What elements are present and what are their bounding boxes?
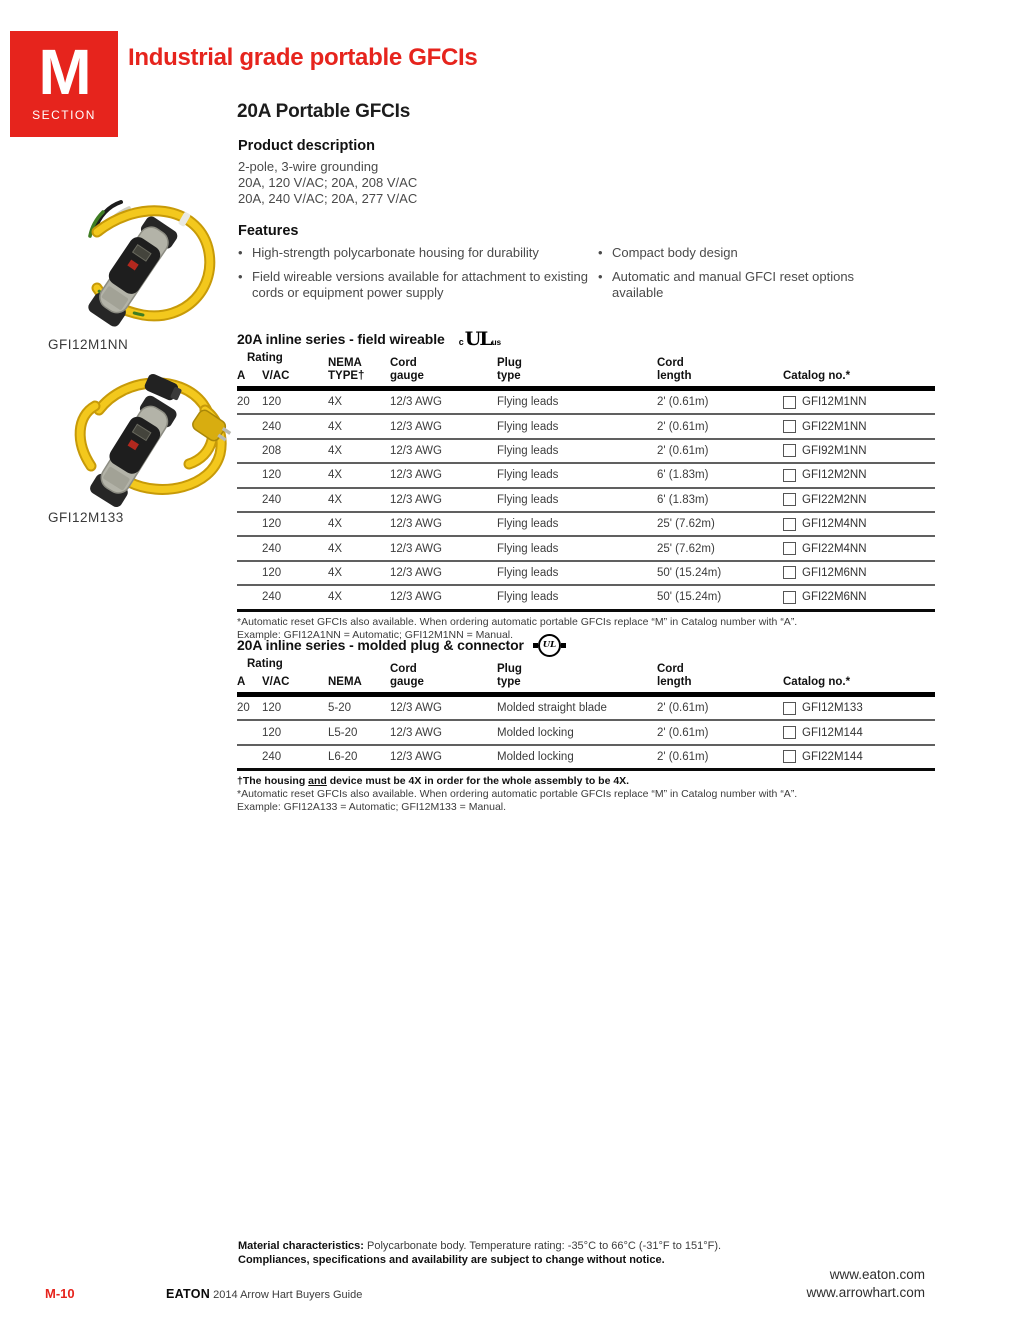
cell-plug-type: Flying leads bbox=[497, 566, 559, 579]
table-title: 20A inline series - field wireable bbox=[237, 331, 445, 347]
col-header-vac: V/AC bbox=[262, 369, 290, 382]
culus-c: c bbox=[458, 336, 464, 347]
cell-vac: 120 bbox=[262, 702, 282, 715]
feature-text: Compact body design bbox=[612, 245, 738, 260]
cell-nema: 4X bbox=[328, 420, 343, 433]
table-row bbox=[237, 513, 935, 537]
description-line: 20A, 120 V/AC; 20A, 208 V/AC bbox=[238, 175, 418, 190]
compliance-note: Compliances, specifications and availability are subject to change without notice. bbox=[238, 1254, 665, 1266]
catalog-number: GFI12M4NN bbox=[802, 518, 867, 531]
cell-catalog bbox=[783, 591, 935, 604]
section-label: SECTION bbox=[32, 108, 96, 122]
table-row bbox=[237, 721, 935, 745]
footnote: *Automatic reset GFCIs also available. When ordering automatic portable GFCIs replace “M” in Catalog number with “A”. bbox=[237, 788, 798, 801]
cell-cord-gauge: 12/3 AWG bbox=[390, 396, 442, 409]
material-label: Material characteristics: bbox=[238, 1240, 364, 1252]
cell-cord-length: 2' (0.61m) bbox=[657, 702, 709, 715]
cell-nema: 4X bbox=[328, 591, 343, 604]
ul-monogram: UL bbox=[542, 640, 557, 650]
checkbox-icon bbox=[783, 444, 796, 457]
cell-vac: 240 bbox=[262, 750, 282, 763]
cell-catalog bbox=[783, 493, 935, 506]
col-header-vac: V/AC bbox=[262, 675, 290, 688]
footnote: Example: GFI12A133 = Automatic; GFI12M133 = Manual. bbox=[237, 801, 507, 814]
checkbox-icon bbox=[783, 518, 796, 531]
cell-cord-gauge: 12/3 AWG bbox=[390, 518, 442, 531]
cell-plug-type: Flying leads bbox=[497, 420, 559, 433]
cell-cord-length: 6' (1.83m) bbox=[657, 493, 709, 506]
ul-certification-icon bbox=[538, 634, 561, 657]
col-header-rating: Rating bbox=[247, 352, 283, 364]
cell-amps: 20 bbox=[237, 702, 250, 715]
table-header bbox=[237, 656, 935, 697]
cell-vac: 240 bbox=[262, 493, 282, 506]
culus-monogram: UL bbox=[464, 327, 491, 350]
features-heading: Features bbox=[238, 223, 299, 239]
cell-cord-gauge: 12/3 AWG bbox=[390, 702, 442, 715]
catalog-number: GFI12M144 bbox=[802, 726, 863, 739]
bullet-icon: • bbox=[598, 268, 603, 284]
table-row bbox=[237, 537, 935, 561]
checkbox-icon bbox=[783, 469, 796, 482]
product-photo-gfi12m133 bbox=[33, 366, 235, 510]
cell-cord-gauge: 12/3 AWG bbox=[390, 469, 442, 482]
cell-vac: 120 bbox=[262, 518, 282, 531]
table-molded-plug bbox=[237, 634, 935, 814]
col-header-catalog: Catalog no.* bbox=[783, 369, 851, 382]
cell-cord-gauge: 12/3 AWG bbox=[390, 444, 442, 457]
section-tab bbox=[10, 31, 118, 137]
catalog-number: GFI12M133 bbox=[802, 702, 863, 715]
cell-catalog bbox=[783, 566, 935, 579]
product-photo-gfi12m1nn bbox=[35, 196, 230, 336]
table-row bbox=[237, 746, 935, 771]
cell-plug-type: Flying leads bbox=[497, 396, 559, 409]
col-header-cord-gauge: Cord gauge bbox=[390, 357, 424, 382]
feature-item bbox=[238, 269, 590, 302]
checkbox-icon bbox=[783, 542, 796, 555]
photo-caption: GFI12M133 bbox=[48, 510, 124, 525]
cell-catalog bbox=[783, 469, 935, 482]
cell-cord-gauge: 12/3 AWG bbox=[390, 726, 442, 739]
cell-cord-length: 25' (7.62m) bbox=[657, 518, 715, 531]
table-row bbox=[237, 489, 935, 513]
table-row bbox=[237, 697, 935, 721]
material-characteristics bbox=[238, 1239, 721, 1267]
cell-plug-type: Molded locking bbox=[497, 726, 574, 739]
feature-item bbox=[238, 245, 590, 262]
cell-cord-gauge: 12/3 AWG bbox=[390, 566, 442, 579]
bullet-icon: • bbox=[598, 245, 603, 260]
brand-logo: EATON bbox=[166, 1287, 211, 1301]
cell-cord-length: 2' (0.61m) bbox=[657, 726, 709, 739]
feature-item bbox=[598, 269, 898, 302]
cell-vac: 240 bbox=[262, 542, 282, 555]
cell-plug-type: Flying leads bbox=[497, 444, 559, 457]
material-text: Polycarbonate body. Temperature rating: -35°C to 66°C (-31°F to 151°F). bbox=[363, 1240, 722, 1252]
photo-caption: GFI12M1NN bbox=[48, 337, 129, 352]
product-description-text bbox=[238, 159, 417, 207]
cell-nema: 4X bbox=[328, 566, 343, 579]
cell-nema: 4X bbox=[328, 493, 343, 506]
cell-plug-type: Flying leads bbox=[497, 518, 559, 531]
features-list-left bbox=[238, 245, 590, 309]
checkbox-icon bbox=[783, 566, 796, 579]
cell-cord-length: 25' (7.62m) bbox=[657, 542, 715, 555]
cell-plug-type: Molded straight blade bbox=[497, 702, 607, 715]
col-header-cord-length: Cord length bbox=[657, 663, 692, 688]
cell-cord-length: 2' (0.61m) bbox=[657, 420, 709, 433]
table-row bbox=[237, 464, 935, 488]
catalog-number: GFI22M2NN bbox=[802, 493, 867, 506]
catalog-number: GFI22M1NN bbox=[802, 420, 867, 433]
description-line: 2-pole, 3-wire grounding bbox=[238, 159, 379, 174]
page-number: M-10 bbox=[45, 1286, 75, 1301]
cell-plug-type: Flying leads bbox=[497, 542, 559, 555]
section-letter: M bbox=[38, 36, 90, 108]
cell-plug-type: Flying leads bbox=[497, 493, 559, 506]
col-header-cord-length: Cord length bbox=[657, 357, 692, 382]
table-footnotes bbox=[237, 775, 935, 814]
cell-nema: 4X bbox=[328, 542, 343, 555]
cell-plug-type: Flying leads bbox=[497, 469, 559, 482]
footer-urls bbox=[625, 1266, 925, 1302]
feature-item bbox=[598, 245, 898, 262]
feature-text: Automatic and manual GFCI reset options available bbox=[612, 268, 855, 300]
feature-text: Field wireable versions available for attachment to existing cords or equipment power supply bbox=[252, 268, 589, 300]
cell-nema: L5-20 bbox=[328, 726, 358, 739]
checkbox-icon bbox=[783, 726, 796, 739]
catalog-number: GFI92M1NN bbox=[802, 444, 867, 457]
cell-nema: 4X bbox=[328, 396, 343, 409]
cell-vac: 208 bbox=[262, 444, 282, 457]
cell-catalog bbox=[783, 420, 935, 433]
cell-cord-length: 50' (15.24m) bbox=[657, 566, 722, 579]
cell-catalog bbox=[783, 542, 935, 555]
culus-us: us bbox=[491, 337, 502, 347]
eaton-url-link[interactable]: www.eaton.com bbox=[829, 1267, 925, 1282]
cell-nema: 4X bbox=[328, 518, 343, 531]
catalog-number: GFI22M6NN bbox=[802, 591, 867, 604]
cell-vac: 120 bbox=[262, 396, 282, 409]
cell-catalog bbox=[783, 702, 935, 715]
cell-nema: 4X bbox=[328, 469, 343, 482]
cell-cord-gauge: 12/3 AWG bbox=[390, 542, 442, 555]
cell-cord-gauge: 12/3 AWG bbox=[390, 750, 442, 763]
bullet-icon: • bbox=[238, 268, 243, 284]
cell-vac: 120 bbox=[262, 469, 282, 482]
cell-cord-gauge: 12/3 AWG bbox=[390, 420, 442, 433]
cell-cord-gauge: 12/3 AWG bbox=[390, 493, 442, 506]
table-row bbox=[237, 562, 935, 586]
product-description-heading: Product description bbox=[238, 138, 375, 154]
col-header-cord-gauge: Cord gauge bbox=[390, 663, 424, 688]
col-header-plug-type: Plug type bbox=[497, 357, 522, 382]
cell-nema: 5-20 bbox=[328, 702, 352, 715]
cell-cord-length: 2' (0.61m) bbox=[657, 750, 709, 763]
catalog-number: GFI12M6NN bbox=[802, 566, 867, 579]
col-header-catalog: Catalog no.* bbox=[783, 675, 851, 688]
col-header-nema: NEMA TYPE† bbox=[328, 357, 365, 382]
arrowhart-url-link[interactable]: www.arrowhart.com bbox=[806, 1285, 925, 1300]
bullet-icon: • bbox=[238, 245, 243, 260]
description-line: 20A, 240 V/AC; 20A, 277 V/AC bbox=[238, 191, 418, 206]
page-title: Industrial grade portable GFCIs bbox=[128, 44, 478, 71]
col-header-a: A bbox=[237, 675, 246, 688]
cell-nema: L6-20 bbox=[328, 750, 358, 763]
catalog-number: GFI12M1NN bbox=[802, 396, 867, 409]
cell-catalog bbox=[783, 726, 935, 739]
table-row bbox=[237, 415, 935, 439]
col-header-rating: Rating bbox=[247, 658, 283, 670]
cell-nema: 4X bbox=[328, 444, 343, 457]
catalog-number: GFI22M4NN bbox=[802, 542, 867, 555]
cell-cord-gauge: 12/3 AWG bbox=[390, 591, 442, 604]
table-row bbox=[237, 391, 935, 415]
material-line bbox=[238, 1239, 721, 1253]
cell-vac: 240 bbox=[262, 591, 282, 604]
cell-vac: 240 bbox=[262, 420, 282, 433]
cell-catalog bbox=[783, 444, 935, 457]
cell-cord-length: 2' (0.61m) bbox=[657, 444, 709, 457]
cell-plug-type: Flying leads bbox=[497, 591, 559, 604]
table-title: 20A inline series - molded plug & connector bbox=[237, 637, 524, 653]
features-list-right bbox=[598, 245, 898, 309]
table-row bbox=[237, 586, 935, 611]
table-field-wireable bbox=[237, 328, 935, 642]
cell-catalog bbox=[783, 750, 935, 763]
catalog-number: GFI22M144 bbox=[802, 750, 863, 763]
cell-plug-type: Molded locking bbox=[497, 750, 574, 763]
cell-catalog bbox=[783, 518, 935, 531]
table-row bbox=[237, 440, 935, 464]
cell-catalog bbox=[783, 396, 935, 409]
checkbox-icon bbox=[783, 420, 796, 433]
guide-title: 2014 Arrow Hart Buyers Guide bbox=[213, 1289, 363, 1301]
checkbox-icon bbox=[783, 493, 796, 506]
checkbox-icon bbox=[783, 702, 796, 715]
page-subtitle: 20A Portable GFCIs bbox=[237, 101, 411, 122]
col-header-a: A bbox=[237, 369, 246, 382]
cell-vac: 120 bbox=[262, 726, 282, 739]
catalog-number: GFI12M2NN bbox=[802, 469, 867, 482]
cell-vac: 120 bbox=[262, 566, 282, 579]
feature-text: High-strength polycarbonate housing for durability bbox=[252, 245, 539, 260]
col-header-plug-type: Plug type bbox=[497, 663, 522, 688]
checkbox-icon bbox=[783, 591, 796, 604]
cell-amps: 20 bbox=[237, 396, 250, 409]
cell-cord-length: 6' (1.83m) bbox=[657, 469, 709, 482]
checkbox-icon bbox=[783, 396, 796, 409]
footnote: Example: GFI12A1NN = Automatic; GFI12M1NN = Manual. bbox=[237, 628, 514, 641]
footnote: *Automatic reset GFCIs also available. When ordering automatic portable GFCIs replace “M” in Catalog number with “A”. bbox=[237, 615, 798, 628]
cell-cord-length: 2' (0.61m) bbox=[657, 396, 709, 409]
checkbox-icon bbox=[783, 750, 796, 763]
col-header-nema: NEMA bbox=[328, 675, 362, 688]
footnote-bold: †The housing and device must be 4X in order for the whole assembly to be 4X. bbox=[237, 775, 630, 788]
culus-certification-icon bbox=[458, 327, 502, 350]
table-header bbox=[237, 350, 935, 391]
cell-cord-length: 50' (15.24m) bbox=[657, 591, 722, 604]
footer-brand-line bbox=[166, 1287, 362, 1301]
